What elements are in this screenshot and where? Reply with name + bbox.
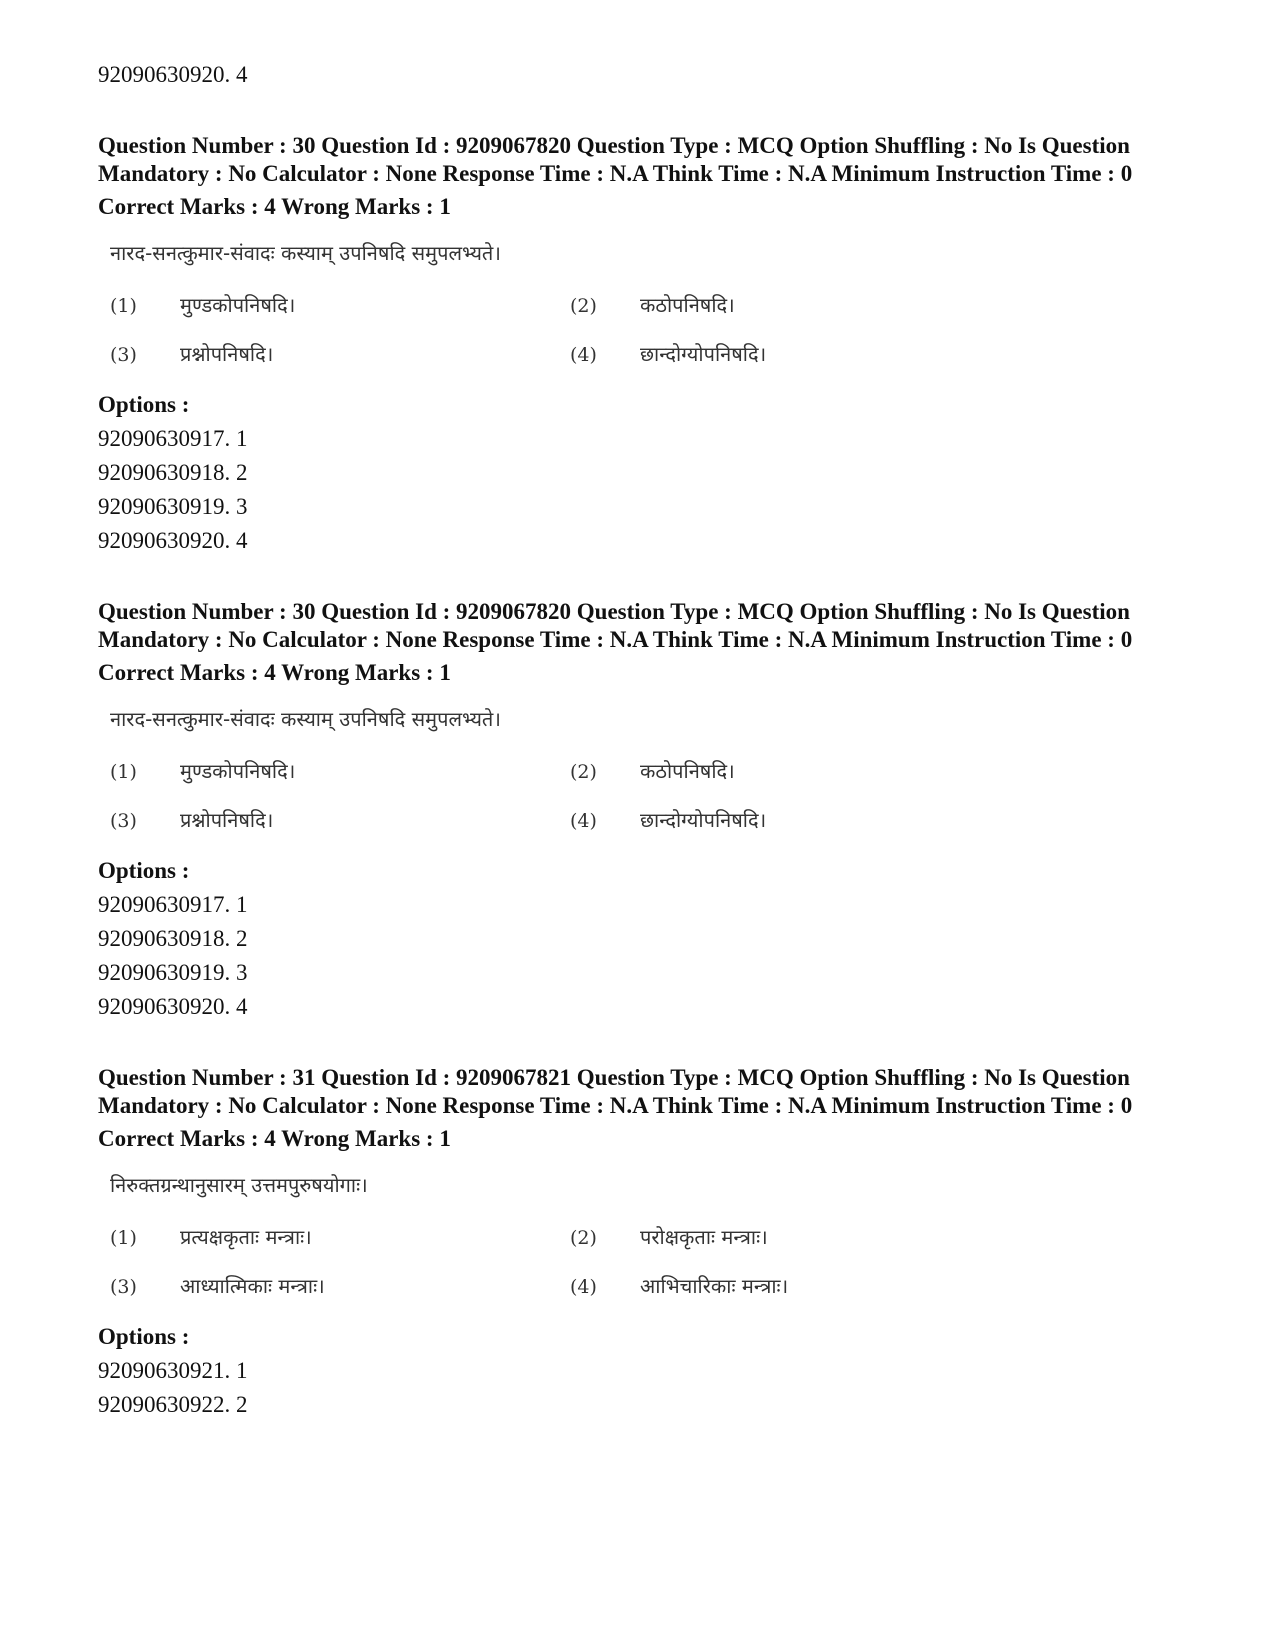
- choice-text: प्रत्यक्षकृताः मन्त्राः।: [180, 1225, 312, 1249]
- option-id-line: 92090630917. 1: [98, 426, 248, 451]
- choice-grid: [110, 756, 1178, 836]
- question-block: [98, 1064, 1178, 1422]
- question-marks: Correct Marks : 4 Wrong Marks : 1: [98, 1126, 451, 1151]
- choice-number: (2): [570, 295, 597, 317]
- option-id-line: 92090630921. 1: [98, 1358, 248, 1383]
- question-meta: Question Number : 30 Question Id : 9209067820 Question Type : MCQ Option Shuffling : No Is Question Mandatory : No Calculator : None Response Time : N.A Think Time : N.A Minimum Instruction Time : 0: [98, 133, 1133, 186]
- choice-item: [110, 805, 570, 836]
- choice-text: छान्दोग्योपनिषदि।: [640, 808, 767, 832]
- option-id-line: 92090630918. 2: [98, 460, 248, 485]
- choice-number: (3): [110, 344, 137, 366]
- choice-number: (1): [110, 761, 137, 783]
- choice-item: [570, 1222, 1030, 1253]
- question-content: [110, 704, 1178, 836]
- choice-text: छान्दोग्योपनिषदि।: [640, 342, 767, 366]
- choice-item: [570, 290, 1030, 321]
- choice-text: कठोपनिषदि।: [640, 293, 735, 317]
- option-id-line: 92090630922. 2: [98, 1392, 248, 1417]
- choice-grid: [110, 1222, 1178, 1302]
- option-id-line: 92090630919. 3: [98, 494, 248, 519]
- choice-number: (4): [570, 344, 597, 366]
- option-id-line: 92090630917. 1: [98, 892, 248, 917]
- question-meta: Question Number : 30 Question Id : 9209067820 Question Type : MCQ Option Shuffling : No Is Question Mandatory : No Calculator : None Response Time : N.A Think Time : N.A Minimum Instruction Time : 0: [98, 599, 1133, 652]
- option-id-line: 92090630920. 4: [98, 528, 248, 553]
- choice-text: परोक्षकृताः मन्त्राः।: [640, 1225, 768, 1249]
- choice-item: [110, 339, 570, 370]
- choice-number: (2): [570, 761, 597, 783]
- choice-text: प्रश्नोपनिषदि।: [180, 808, 274, 832]
- choice-text: आध्यात्मिकाः मन्त्राः।: [180, 1274, 325, 1298]
- choice-item: [570, 1271, 1030, 1302]
- document-page: [98, 58, 1178, 1422]
- choice-grid: [110, 290, 1178, 370]
- option-id-line: 92090630919. 3: [98, 960, 248, 985]
- choice-text: कठोपनिषदि।: [640, 759, 735, 783]
- question-text: नारद-सनत्कुमार-संवादः कस्याम् उपनिषदि समुपलभ्यते।: [110, 241, 501, 265]
- choice-number: (1): [110, 1227, 137, 1249]
- choice-item: [570, 756, 1030, 787]
- choice-text: मुण्डकोपनिषदि।: [180, 293, 296, 317]
- option-id-line: 92090630918. 2: [98, 926, 248, 951]
- choice-number: (2): [570, 1227, 597, 1249]
- choice-number: (4): [570, 1276, 597, 1298]
- choice-number: (1): [110, 295, 137, 317]
- prev-option-line: 92090630920. 4: [98, 62, 248, 87]
- question-marks: Correct Marks : 4 Wrong Marks : 1: [98, 660, 451, 685]
- options-heading: Options :: [98, 392, 190, 417]
- options-heading: Options :: [98, 858, 190, 883]
- question-block: [98, 598, 1178, 1024]
- choice-item: [110, 1222, 570, 1253]
- question-meta: Question Number : 31 Question Id : 9209067821 Question Type : MCQ Option Shuffling : No Is Question Mandatory : No Calculator : None Response Time : N.A Think Time : N.A Minimum Instruction Time : 0: [98, 1065, 1133, 1118]
- choice-item: [570, 805, 1030, 836]
- choice-number: (3): [110, 810, 137, 832]
- choice-item: [570, 339, 1030, 370]
- choice-number: (3): [110, 1276, 137, 1298]
- choice-number: (4): [570, 810, 597, 832]
- question-content: [110, 238, 1178, 370]
- choice-text: आभिचारिकाः मन्त्राः।: [640, 1274, 789, 1298]
- options-heading: Options :: [98, 1324, 190, 1349]
- question-text: निरुक्तग्रन्थानुसारम् उत्तमपुरुषयोगाः।: [110, 1173, 368, 1197]
- choice-text: मुण्डकोपनिषदि।: [180, 759, 296, 783]
- choice-item: [110, 756, 570, 787]
- choice-item: [110, 290, 570, 321]
- question-text: नारद-सनत्कुमार-संवादः कस्याम् उपनिषदि समुपलभ्यते।: [110, 707, 501, 731]
- option-id-line: 92090630920. 4: [98, 994, 248, 1019]
- question-content: [110, 1170, 1178, 1302]
- question-marks: Correct Marks : 4 Wrong Marks : 1: [98, 194, 451, 219]
- choice-item: [110, 1271, 570, 1302]
- question-block: [98, 132, 1178, 558]
- choice-text: प्रश्नोपनिषदि।: [180, 342, 274, 366]
